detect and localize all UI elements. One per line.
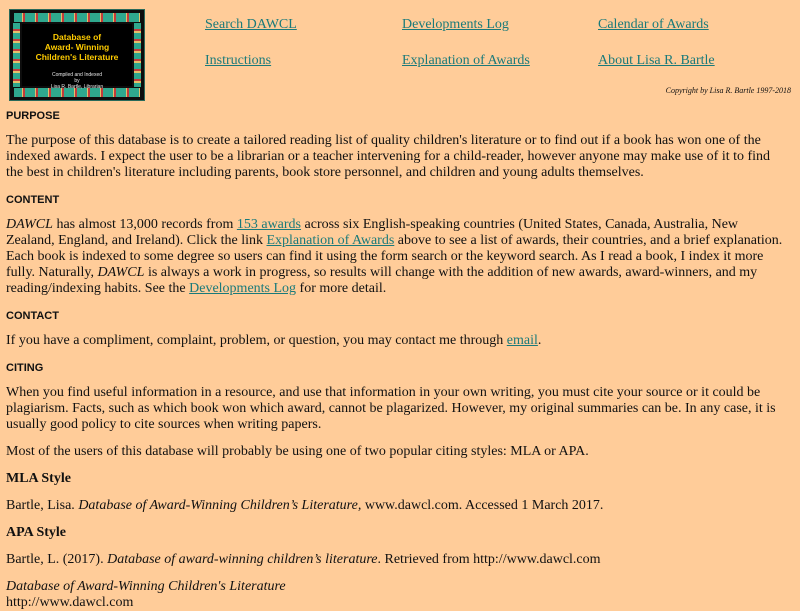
content-heading: CONTENT xyxy=(6,194,60,206)
logo-text-panel xyxy=(22,24,132,90)
logo-border-top xyxy=(14,13,140,22)
logo-border-right xyxy=(134,23,141,87)
nav-about-lisa-bartle[interactable]: About Lisa R. Bartle xyxy=(598,53,715,68)
main-content xyxy=(6,108,790,611)
mla-author: Bartle, Lisa. xyxy=(6,498,79,513)
link-explanation-of-awards[interactable]: Explanation of Awards xyxy=(266,233,395,248)
nav-explanation-of-awards[interactable]: Explanation of Awards xyxy=(402,53,530,68)
footer-citation xyxy=(6,579,790,611)
link-153-awards[interactable]: 153 awards xyxy=(236,217,302,232)
content-text-2: across six English-speaking countries (United States, Canada, Australia, New Zealand, England, and Ireland). Click the link xyxy=(6,217,739,248)
content-text-5: for more detail. xyxy=(296,281,387,296)
mla-style-heading: MLA Style xyxy=(6,471,71,486)
link-email[interactable]: email xyxy=(506,333,538,348)
citing-paragraph-1: When you find useful information in a resource, and use that information in your own writing, you must cite your source or it could be plagiarism. Facts, such as which book won which award, cannot be plagarized. However, my original summaries can be. In any case, it is usually good policy to cite sources when writing papers. xyxy=(6,385,776,432)
contact-text-body: If you have a compliment, complaint, problem, or question, you may contact me through xyxy=(6,333,507,348)
purpose-text: The purpose of this database is to create a tailored reading list of quality children's literature or to find out if a book has won one of the indexed awards. I expect the user to be a librarian or a teacher intervening for a child-reader, however anyone may make use of it to find the best in children's literature including parents, book store personnel, and children and young adults themselves. xyxy=(6,133,771,180)
contact-text xyxy=(6,333,790,349)
dawcl-logo xyxy=(9,9,145,101)
mla-rest: www.dawcl.com. Accessed 1 March 2017. xyxy=(361,498,604,513)
mla-citation xyxy=(6,498,790,514)
nav-developments-log[interactable]: Developments Log xyxy=(402,17,509,32)
apa-rest: . Retrieved from http://www.dawcl.com xyxy=(377,552,601,567)
logo-line-5: by xyxy=(74,78,80,84)
content-text xyxy=(6,217,790,297)
purpose-heading: PURPOSE xyxy=(6,110,60,122)
apa-author: Bartle, L. (2017). xyxy=(6,552,108,567)
logo-line-1: Database of xyxy=(52,32,102,42)
apa-style-heading: APA Style xyxy=(6,525,67,540)
nav-search-dawcl[interactable]: Search DAWCL xyxy=(205,17,297,32)
content-text-4: is always a work in progress, so results will change with the addition of new awards, award-winners, and my reading/indexing habits. See the xyxy=(6,265,758,296)
logo-line-6: Lisa R. Bartle, Librarian xyxy=(50,84,104,90)
contact-heading: CONTACT xyxy=(6,310,59,322)
contact-text-end: . xyxy=(537,333,542,348)
logo-border-left xyxy=(13,23,20,87)
citing-heading: CITING xyxy=(6,362,44,374)
footer-url: http://www.dawcl.com xyxy=(6,595,134,610)
dawcl-name: DAWCL xyxy=(97,265,145,280)
content-text-3: above to see a list of awards, their countries, and a brief explanation. Each book is indexed to some degree so users can find it using the form search or the keyword search. As I read a book, I index it more fully. Naturally, xyxy=(6,233,783,280)
copyright-notice: Copyright by Lisa R. Bartle 1997-2018 xyxy=(665,86,791,95)
link-developments-log[interactable]: Developments Log xyxy=(189,281,297,296)
apa-title: Database of award-winning children’s literature xyxy=(107,552,378,567)
apa-citation xyxy=(6,552,790,568)
dawcl-name: DAWCL xyxy=(6,217,53,232)
citing-paragraph-2: Most of the users of this database will probably be using one of two popular citing styles: MLA or APA. xyxy=(6,444,589,459)
logo-line-4: Compiled and Indexed xyxy=(51,72,103,78)
nav-calendar-of-awards[interactable]: Calendar of Awards xyxy=(598,17,709,32)
mla-title: Database of Award-Winning Children’s Literature, xyxy=(78,498,362,513)
content-text-1: has almost 13,000 records from xyxy=(52,217,237,232)
logo-line-3: Children's Literature xyxy=(35,52,119,62)
footer-title: Database of Award-Winning Children's Literature xyxy=(6,579,286,594)
logo-line-2: Award- Winning xyxy=(44,42,110,52)
nav-instructions[interactable]: Instructions xyxy=(205,53,272,68)
